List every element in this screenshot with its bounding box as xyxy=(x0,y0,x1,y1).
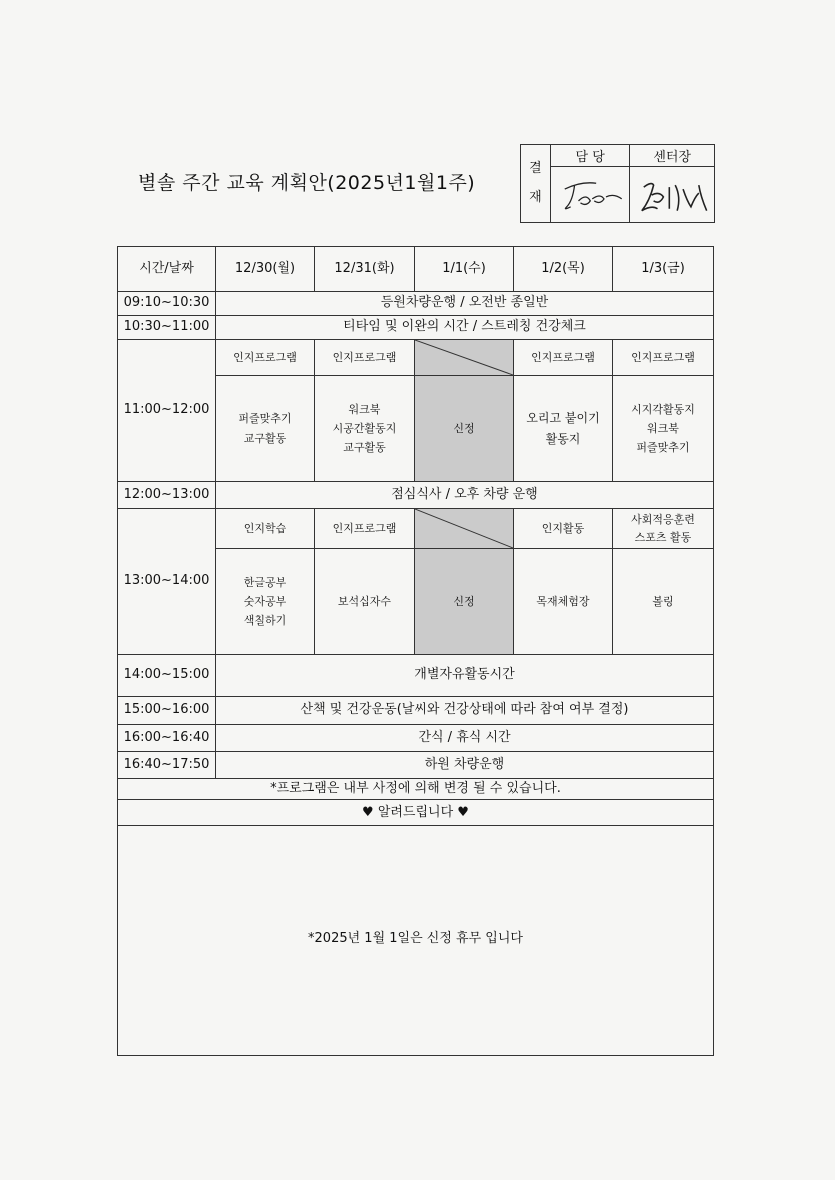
table-row xyxy=(118,482,714,509)
table-row xyxy=(118,725,714,752)
approval-role-staff: 담 당 xyxy=(550,145,630,167)
footnote-row xyxy=(118,779,714,800)
activity-line: 퍼즐맞추기 xyxy=(238,412,292,426)
time-cell: 12:00~13:00 xyxy=(118,482,216,509)
activity-line: 숫자공부 xyxy=(243,594,287,608)
program-cell: 인지프로그램 xyxy=(216,340,315,376)
director-signature-drawing xyxy=(630,167,714,222)
day-header-mon: 12/30(월) xyxy=(216,247,315,292)
activity-cell: 하원 차량운행 xyxy=(216,752,714,779)
table-row xyxy=(118,697,714,725)
time-cell: 09:10~10:30 xyxy=(118,292,216,316)
program-cell: 인지프로그램 xyxy=(613,340,714,376)
activity-cell xyxy=(613,376,714,482)
time-header: 시간/날짜 xyxy=(118,247,216,292)
time-cell: 14:00~15:00 xyxy=(118,655,216,697)
notice-text: *2025년 1월 1일은 신정 휴무 입니다 xyxy=(308,930,523,946)
activity-line: 퍼즐맞추기 xyxy=(636,441,690,455)
time-cell: 16:40~17:50 xyxy=(118,752,216,779)
activity-line: 시공간활동지 xyxy=(332,421,397,435)
approval-label-top: 결 xyxy=(529,160,542,176)
schedule-table xyxy=(117,246,714,1056)
table-row xyxy=(118,316,714,340)
time-cell: 10:30~11:00 xyxy=(118,316,216,340)
activity-cell: 산책 및 건강운동(날씨와 건강상태에 따라 참여 여부 결정) xyxy=(216,697,714,725)
activity-line: 워크북 xyxy=(647,421,679,435)
activity-cell: 점심식사 / 오후 차량 운행 xyxy=(216,482,714,509)
notice-heading: ♥ 알려드립니다 ♥ xyxy=(118,800,714,826)
holiday-diagonal-cell xyxy=(415,340,514,376)
activity-line: 시지각활동지 xyxy=(631,402,695,416)
program-cell: 인지학습 xyxy=(216,509,315,549)
activity-cell: 보석십자수 xyxy=(315,549,415,655)
program-line: 사회적응훈련 xyxy=(631,512,695,526)
activity-cell xyxy=(216,549,315,655)
notice-heading-row xyxy=(118,800,714,826)
program-cell xyxy=(613,509,714,549)
holiday-cell: 신정 xyxy=(415,549,514,655)
table-row xyxy=(118,292,714,316)
time-cell: 16:00~16:40 xyxy=(118,725,216,752)
table-row xyxy=(118,655,714,697)
activity-line: 교구활동 xyxy=(243,431,287,445)
approval-label xyxy=(521,145,551,223)
program-cell: 인지프로그램 xyxy=(514,340,613,376)
staff-signature xyxy=(550,167,630,223)
activity-line: 오리고 붙이기 xyxy=(526,410,600,425)
activity-line: 워크북 xyxy=(348,402,381,416)
table-row xyxy=(118,752,714,779)
activity-cell: 티타임 및 이완의 시간 / 스트레칭 건강체크 xyxy=(216,316,714,340)
activity-cell: 간식 / 휴식 시간 xyxy=(216,725,714,752)
activity-cell: 볼링 xyxy=(613,549,714,655)
activity-line: 색칠하기 xyxy=(243,614,287,628)
notice-body-row xyxy=(118,826,714,1056)
time-cell: 15:00~16:00 xyxy=(118,697,216,725)
approval-box xyxy=(520,144,715,223)
time-cell: 11:00~12:00 xyxy=(118,340,216,482)
holiday-diagonal-cell xyxy=(415,509,514,549)
program-cell: 인지프로그램 xyxy=(315,509,415,549)
activity-cell xyxy=(514,376,613,482)
holiday-cell: 신정 xyxy=(415,376,514,482)
page-title: 별솔 주간 교육 계획안(2025년1월1주) xyxy=(138,172,476,194)
activity-cell: 목재체험장 xyxy=(514,549,613,655)
director-signature xyxy=(630,167,715,223)
day-header-tue: 12/31(화) xyxy=(315,247,415,292)
staff-signature-drawing xyxy=(551,167,630,222)
notice-body xyxy=(118,826,714,1056)
table-row xyxy=(118,509,714,549)
program-cell: 인지활동 xyxy=(514,509,613,549)
approval-role-director: 센터장 xyxy=(630,145,715,167)
activity-cell: 등원차량운행 / 오전반 종일반 xyxy=(216,292,714,316)
activity-line: 교구활동 xyxy=(343,441,386,455)
activity-cell xyxy=(216,376,315,482)
time-cell: 13:00~14:00 xyxy=(118,509,216,655)
day-header-wed: 1/1(수) xyxy=(415,247,514,292)
program-line: 스포츠 활동 xyxy=(634,530,692,544)
activity-cell: 개별자유활동시간 xyxy=(216,655,714,697)
table-row xyxy=(118,340,714,376)
header-row xyxy=(118,247,714,292)
approval-label-bottom: 재 xyxy=(529,189,542,205)
activity-line: 한글공부 xyxy=(243,575,287,589)
footnote: *프로그램은 내부 사정에 의해 변경 될 수 있습니다. xyxy=(118,779,714,800)
activity-line: 활동지 xyxy=(545,431,581,446)
activity-cell xyxy=(315,376,415,482)
program-cell: 인지프로그램 xyxy=(315,340,415,376)
day-header-fri: 1/3(금) xyxy=(613,247,714,292)
day-header-thu: 1/2(목) xyxy=(514,247,613,292)
